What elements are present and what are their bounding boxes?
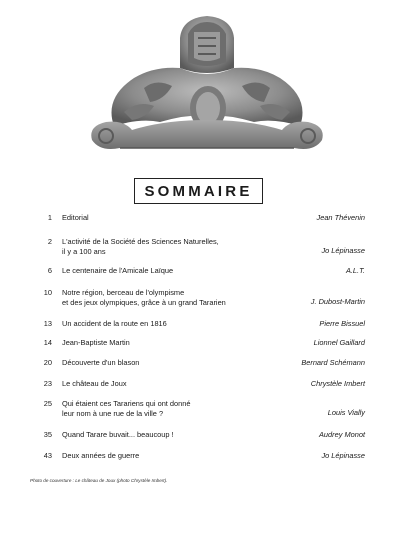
- page-number: 1: [47, 213, 52, 222]
- article-author: Lionnel Gaillard: [313, 338, 365, 347]
- page-number: 2: [47, 237, 52, 246]
- article-title: Deux années de guerre: [62, 451, 140, 460]
- cover-photo-credit: Photo de couverture : Le château de Joux (photo Chrystèle Imbert).: [30, 478, 168, 483]
- article-title: L'activité de la Société des Sciences Naturelles, il y a 100 ans: [62, 237, 219, 256]
- page-number: 6: [47, 266, 52, 275]
- article-author: Jo Lépinasse: [321, 451, 365, 460]
- article-author: Louis Vially: [327, 408, 365, 417]
- page-title: SOMMAIRE: [134, 178, 263, 204]
- article-author: Chrystèle Imbert: [310, 379, 365, 388]
- article-title: Editorial: [62, 213, 89, 222]
- article-title: Notre région, berceau de l'olympisme et des jeux olympiques, grâce à un grand Tararien: [62, 288, 226, 307]
- page-number: 10: [43, 288, 52, 297]
- article-author: Audrey Monot: [318, 430, 365, 439]
- article-author: Pierre Bissuel: [319, 319, 365, 328]
- article-author: Jo Lépinasse: [321, 246, 365, 255]
- article-title: Jean-Baptiste Martin: [62, 338, 130, 347]
- article-author: A.L.T.: [345, 266, 365, 275]
- page-number: 20: [43, 358, 52, 367]
- page-number: 23: [43, 379, 52, 388]
- page-number: 13: [43, 319, 52, 328]
- article-title: Quand Tarare buvait... beaucoup !: [62, 430, 174, 439]
- article-title: Un accident de la route en 1816: [62, 319, 167, 328]
- article-author: Bernard Schémann: [301, 358, 365, 367]
- page-number: 43: [43, 451, 52, 460]
- article-title: Découverte d'un blason: [62, 358, 140, 367]
- page-number: 35: [43, 430, 52, 439]
- article-author: J. Dubost-Martin: [310, 297, 365, 306]
- article-author: Jean Thévenin: [316, 213, 365, 222]
- cover-sculpture-image: [84, 8, 330, 160]
- article-title: Le centenaire de l'Amicale Laïque: [62, 266, 174, 275]
- article-title: Qui étaient ces Tarariens qui ont donné leur nom à une rue de la ville ?: [62, 399, 191, 418]
- page-number: 25: [43, 399, 52, 408]
- article-title: Le château de Joux: [62, 379, 127, 388]
- page-number: 14: [43, 338, 52, 347]
